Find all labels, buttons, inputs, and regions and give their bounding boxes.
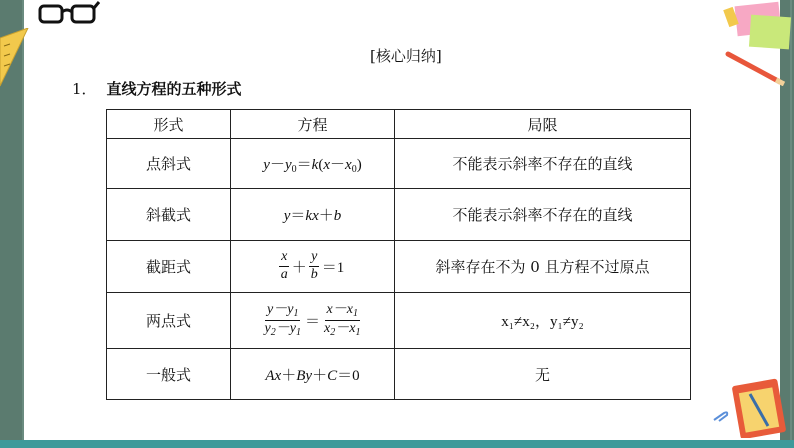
table-row bbox=[107, 139, 691, 189]
header-equation: 方程 bbox=[231, 110, 395, 139]
limitation-cell: x₁≠x₂，y₁≠y₂ bbox=[395, 293, 691, 349]
equation-cell: $\frac{y-y_1}{y_2-y_1}$ ＝ $\frac{x-x_1}{x_2-x_1}$ bbox=[231, 293, 395, 349]
heading-number: 1． bbox=[72, 80, 97, 98]
table-row bbox=[107, 293, 691, 349]
header-form: 形式 bbox=[107, 110, 231, 139]
equation-cell: $\frac{x}{a}$ ＋ $\frac{y}{b}$ ＝1 bbox=[231, 241, 395, 293]
header-limitation: 局限 bbox=[395, 110, 691, 139]
form-name: 斜截式 bbox=[107, 189, 231, 241]
table-header-row bbox=[107, 110, 691, 139]
table-row bbox=[107, 189, 691, 241]
glasses-icon bbox=[36, 0, 100, 30]
page-title bbox=[72, 78, 242, 99]
equation-cell: y＝kx＋b bbox=[231, 189, 395, 241]
limitation-cell: 斜率存在不为 0 且方程不过原点 bbox=[395, 241, 691, 293]
equation-cell: $y-y_0=k(x-x_0)$ bbox=[231, 139, 395, 189]
limitation-cell: 无 bbox=[395, 349, 691, 400]
form-name: 一般式 bbox=[107, 349, 231, 400]
form-name: 点斜式 bbox=[107, 139, 231, 189]
equation-cell: Ax＋By＋C＝0 bbox=[231, 349, 395, 400]
line-equation-forms-table bbox=[106, 109, 691, 400]
pencil-icon bbox=[724, 50, 786, 86]
limitation-cell: 不能表示斜率不存在的直线 bbox=[395, 189, 691, 241]
notebook-icon bbox=[730, 376, 790, 438]
bottom-accent-bar bbox=[0, 440, 794, 448]
limitation-cell: 不能表示斜率不存在的直线 bbox=[395, 139, 691, 189]
paperclip-icon bbox=[712, 410, 730, 424]
section-label: [核心归纳] bbox=[370, 47, 442, 65]
table-row bbox=[107, 349, 691, 400]
table-row bbox=[107, 241, 691, 293]
ruler-icon bbox=[0, 28, 30, 88]
form-name: 两点式 bbox=[107, 293, 231, 349]
sticky-notes-icon bbox=[716, 0, 794, 56]
form-name: 截距式 bbox=[107, 241, 231, 293]
heading-text: 直线方程的五种形式 bbox=[106, 80, 242, 98]
